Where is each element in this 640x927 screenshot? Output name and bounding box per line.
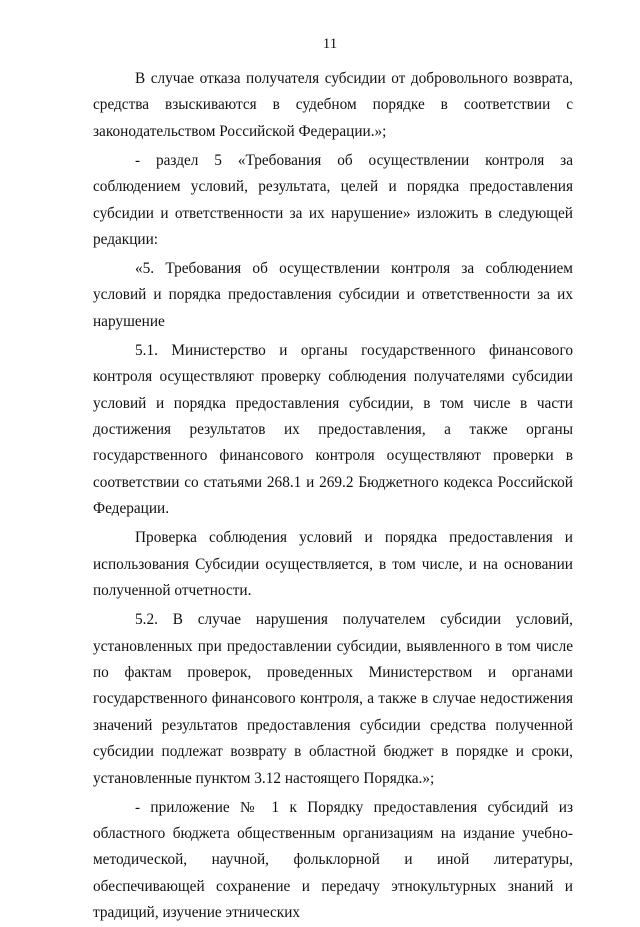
paragraph-refund-refusal: В случае отказа получателя субсидии от добровольного возврата, средства взыскиваются в судебном порядке в соответствии с законодательством Российской Федерации.»; [93, 70, 573, 140]
paragraph-section-5-heading: «5. Требования об осуществлении контроля за соблюдением условий и порядка предоставления субсидии и ответственности за их нарушение [93, 260, 573, 330]
paragraph-appendix-1: - приложение № 1 к Порядку предоставления субсидий из областного бюджета общественным организациям на издание учебно-методической, научной, фольклорной и иной литературы, обеспечивающей сохранение и передачу этнокультурных знаний и традиций, изучение этнических [93, 798, 573, 922]
paragraph-clause-5-1: 5.1. Министерство и органы государственного финансового контроля осуществляют проверку соблюдения получателями субсидии условий и порядка предоставления субсидии, в том числе в части достижения результатов их предоставления, а также органы государственного финансового контроля осуществляют проверки в соответствии со статьями 268.1 и 269.2 Бюджетного кодекса Российской Федерации. [93, 341, 573, 518]
page-number: 11 [322, 36, 338, 52]
paragraph-clause-5-2: 5.2. В случае нарушения получателем субсидии условий, установленных при предоставлении субсидии, выявленного в том числе по фактам проверок, проведенных Министерством и органами государственного финансового контроля, а также в случае недостижения значений результатов предоставления субсидии средства полученной субсидии подлежат возврату в областной бюджет в порядке и сроки, установленные пунктом 3.12 настоящего Порядка.»; [93, 611, 573, 787]
paragraph-section-5-amendment: - раздел 5 «Требования об осуществлении контроля за соблюдением условий, результата, целей и порядка предоставления субсидии и ответственности за их нарушение» изложить в следующей редакции: [93, 151, 573, 249]
paragraph-inspection: Проверка соблюдения условий и порядка предоставления и использования Субсидии осуществляется, в том числе, и на основании полученной отчетности. [93, 529, 573, 600]
document-body [93, 66, 573, 927]
